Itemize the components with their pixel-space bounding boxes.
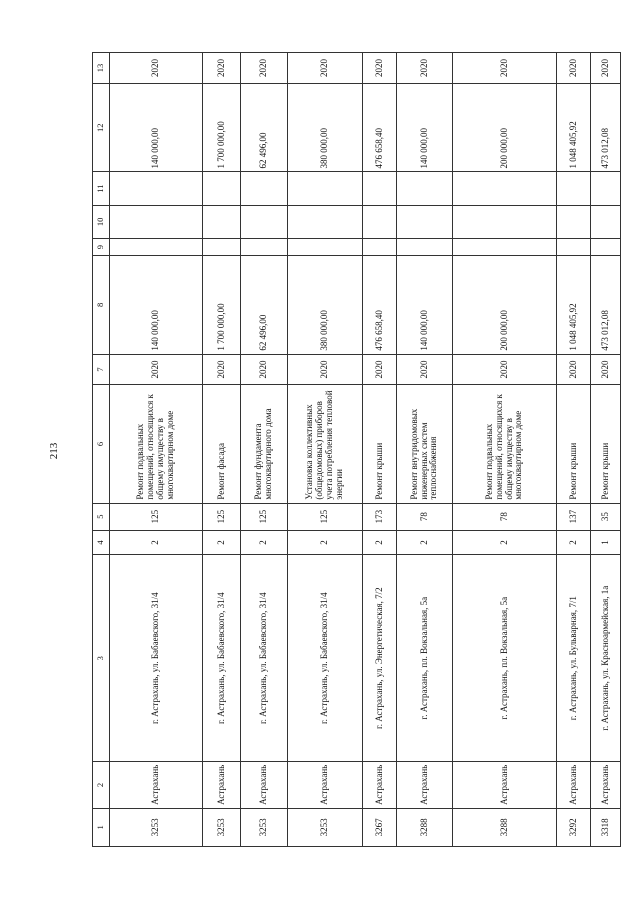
header-cell: 6 bbox=[93, 385, 110, 503]
rotated-table-frame bbox=[92, 52, 609, 847]
completion-year-cell: 2020 bbox=[241, 53, 288, 84]
work-type-cell: Ремонт фасада bbox=[203, 385, 241, 503]
column-11-cell bbox=[591, 172, 621, 205]
header-cell: 8 bbox=[93, 256, 110, 354]
year-cell: 2020 bbox=[203, 354, 241, 385]
total-cost-cell: 140 000,00 bbox=[110, 83, 203, 172]
completion-year-cell: 2020 bbox=[591, 53, 621, 84]
year-cell: 2020 bbox=[363, 354, 397, 385]
column-5-cell: 78 bbox=[453, 503, 557, 530]
column-5-cell: 173 bbox=[363, 503, 397, 530]
column-9-cell bbox=[110, 238, 203, 255]
header-cell: 1 bbox=[93, 808, 110, 846]
municipality-cell: Астрахань bbox=[363, 762, 397, 809]
column-4-cell: 2 bbox=[288, 530, 363, 555]
column-11-cell bbox=[557, 172, 591, 205]
work-type-cell: Ремонт крыши bbox=[557, 385, 591, 503]
column-10-cell bbox=[363, 205, 397, 238]
column-10-cell bbox=[110, 205, 203, 238]
municipality-cell: Астрахань bbox=[591, 762, 621, 809]
address-cell: г. Астрахань, ул. Бабаевского, 31/4 bbox=[203, 555, 241, 762]
work-type-cell: Ремонт фундамента многоквартирного дома bbox=[241, 385, 288, 503]
object-code-cell: 3253 bbox=[241, 808, 288, 846]
column-11-cell bbox=[453, 172, 557, 205]
header-cell: 11 bbox=[93, 172, 110, 205]
object-code-cell: 3292 bbox=[557, 808, 591, 846]
cost-cell: 1 048 405,92 bbox=[557, 256, 591, 354]
year-cell: 2020 bbox=[241, 354, 288, 385]
table-row bbox=[110, 53, 203, 847]
column-5-cell: 125 bbox=[203, 503, 241, 530]
completion-year-cell: 2020 bbox=[397, 53, 453, 84]
column-9-cell bbox=[288, 238, 363, 255]
header-cell: 13 bbox=[93, 53, 110, 84]
year-cell: 2020 bbox=[288, 354, 363, 385]
column-10-cell bbox=[241, 205, 288, 238]
completion-year-cell: 2020 bbox=[453, 53, 557, 84]
cost-cell: 473 012,08 bbox=[591, 256, 621, 354]
column-9-cell bbox=[397, 238, 453, 255]
cost-cell: 1 700 000,00 bbox=[203, 256, 241, 354]
column-10-cell bbox=[453, 205, 557, 238]
municipality-cell: Астрахань bbox=[397, 762, 453, 809]
total-cost-cell: 1 700 000,00 bbox=[203, 83, 241, 172]
total-cost-cell: 140 000,00 bbox=[397, 83, 453, 172]
column-10-cell bbox=[203, 205, 241, 238]
header-cell: 2 bbox=[93, 762, 110, 809]
column-11-cell bbox=[203, 172, 241, 205]
header-cell: 7 bbox=[93, 354, 110, 385]
column-5-cell: 125 bbox=[288, 503, 363, 530]
total-cost-cell: 473 012,08 bbox=[591, 83, 621, 172]
column-5-cell: 137 bbox=[557, 503, 591, 530]
column-4-cell: 2 bbox=[557, 530, 591, 555]
repair-program-table bbox=[92, 52, 621, 847]
municipality-cell: Астрахань bbox=[288, 762, 363, 809]
column-4-cell: 2 bbox=[397, 530, 453, 555]
header-cell: 5 bbox=[93, 503, 110, 530]
column-9-cell bbox=[203, 238, 241, 255]
year-cell: 2020 bbox=[397, 354, 453, 385]
completion-year-cell: 2020 bbox=[288, 53, 363, 84]
total-cost-cell: 62 496,00 bbox=[241, 83, 288, 172]
table-row bbox=[363, 53, 397, 847]
column-10-cell bbox=[288, 205, 363, 238]
column-5-cell: 35 bbox=[591, 503, 621, 530]
year-cell: 2020 bbox=[453, 354, 557, 385]
table-row bbox=[241, 53, 288, 847]
address-cell: г. Астрахань, ул. Бульварная, 7/1 bbox=[557, 555, 591, 762]
table-container bbox=[92, 52, 609, 847]
object-code-cell: 3267 bbox=[363, 808, 397, 846]
column-9-cell bbox=[591, 238, 621, 255]
column-11-cell bbox=[363, 172, 397, 205]
header-cell: 10 bbox=[93, 205, 110, 238]
work-type-cell: Установка коллективных (общедомовых) приборов учета потребления тепловой энергии bbox=[288, 385, 363, 503]
column-11-cell bbox=[110, 172, 203, 205]
cost-cell: 476 658,40 bbox=[363, 256, 397, 354]
work-type-cell: Ремонт крыши bbox=[363, 385, 397, 503]
municipality-cell: Астрахань bbox=[241, 762, 288, 809]
completion-year-cell: 2020 bbox=[203, 53, 241, 84]
column-4-cell: 2 bbox=[363, 530, 397, 555]
completion-year-cell: 2020 bbox=[110, 53, 203, 84]
column-9-cell bbox=[363, 238, 397, 255]
column-9-cell bbox=[557, 238, 591, 255]
address-cell: г. Астрахань, ул. Бабаевского, 31/4 bbox=[241, 555, 288, 762]
total-cost-cell: 476 658,40 bbox=[363, 83, 397, 172]
object-code-cell: 3318 bbox=[591, 808, 621, 846]
object-code-cell: 3288 bbox=[453, 808, 557, 846]
municipality-cell: Астрахань bbox=[557, 762, 591, 809]
object-code-cell: 3253 bbox=[110, 808, 203, 846]
column-10-cell bbox=[591, 205, 621, 238]
cost-cell: 200 000,00 bbox=[453, 256, 557, 354]
object-code-cell: 3253 bbox=[288, 808, 363, 846]
municipality-cell: Астрахань bbox=[453, 762, 557, 809]
column-5-cell: 125 bbox=[110, 503, 203, 530]
work-type-cell: Ремонт подвальных помещений, относящихся к общему имуществу в многоквартирном доме bbox=[453, 385, 557, 503]
cost-cell: 62 496,00 bbox=[241, 256, 288, 354]
cost-cell: 140 000,00 bbox=[397, 256, 453, 354]
total-cost-cell: 200 000,00 bbox=[453, 83, 557, 172]
column-9-cell bbox=[241, 238, 288, 255]
table-row bbox=[453, 53, 557, 847]
header-cell: 9 bbox=[93, 238, 110, 255]
column-10-cell bbox=[557, 205, 591, 238]
cost-cell: 380 000,00 bbox=[288, 256, 363, 354]
table-row bbox=[288, 53, 363, 847]
column-10-cell bbox=[397, 205, 453, 238]
column-11-cell bbox=[288, 172, 363, 205]
year-cell: 2020 bbox=[591, 354, 621, 385]
address-cell: г. Астрахань, ул. Энергетическая, 7/2 bbox=[363, 555, 397, 762]
address-cell: г. Астрахань, ул. Бабаевского, 31/4 bbox=[110, 555, 203, 762]
table-row bbox=[397, 53, 453, 847]
column-5-cell: 78 bbox=[397, 503, 453, 530]
column-4-cell: 2 bbox=[453, 530, 557, 555]
table-body bbox=[93, 53, 621, 847]
municipality-cell: Астрахань bbox=[203, 762, 241, 809]
total-cost-cell: 380 000,00 bbox=[288, 83, 363, 172]
year-cell: 2020 bbox=[110, 354, 203, 385]
table-row bbox=[557, 53, 591, 847]
object-code-cell: 3288 bbox=[397, 808, 453, 846]
municipality-cell: Астрахань bbox=[110, 762, 203, 809]
header-cell: 12 bbox=[93, 83, 110, 172]
column-9-cell bbox=[453, 238, 557, 255]
address-cell: г. Астрахань, пл. Вокзальная, 5а bbox=[453, 555, 557, 762]
total-cost-cell: 1 048 405,92 bbox=[557, 83, 591, 172]
header-cell: 4 bbox=[93, 530, 110, 555]
page-number: 213 bbox=[48, 442, 60, 460]
cost-cell: 140 000,00 bbox=[110, 256, 203, 354]
work-type-cell: Ремонт крыши bbox=[591, 385, 621, 503]
address-cell: г. Астрахань, ул. Бабаевского, 31/4 bbox=[288, 555, 363, 762]
column-4-cell: 2 bbox=[110, 530, 203, 555]
year-cell: 2020 bbox=[557, 354, 591, 385]
table-row bbox=[591, 53, 621, 847]
address-cell: г. Астрахань, пл. Вокзальная, 5а bbox=[397, 555, 453, 762]
table-row bbox=[203, 53, 241, 847]
column-11-cell bbox=[397, 172, 453, 205]
completion-year-cell: 2020 bbox=[557, 53, 591, 84]
work-type-cell: Ремонт внутридомовых инженерных систем теплоснабжения bbox=[397, 385, 453, 503]
completion-year-cell: 2020 bbox=[363, 53, 397, 84]
column-5-cell: 125 bbox=[241, 503, 288, 530]
header-row bbox=[93, 53, 110, 847]
address-cell: г. Астрахань, ул. Красноармейская, 1а bbox=[591, 555, 621, 762]
work-type-cell: Ремонт подвальных помещений, относящихся к общему имуществу в многоквартирном доме bbox=[110, 385, 203, 503]
column-4-cell: 1 bbox=[591, 530, 621, 555]
column-11-cell bbox=[241, 172, 288, 205]
column-4-cell: 2 bbox=[203, 530, 241, 555]
header-cell: 3 bbox=[93, 555, 110, 762]
column-4-cell: 2 bbox=[241, 530, 288, 555]
object-code-cell: 3253 bbox=[203, 808, 241, 846]
